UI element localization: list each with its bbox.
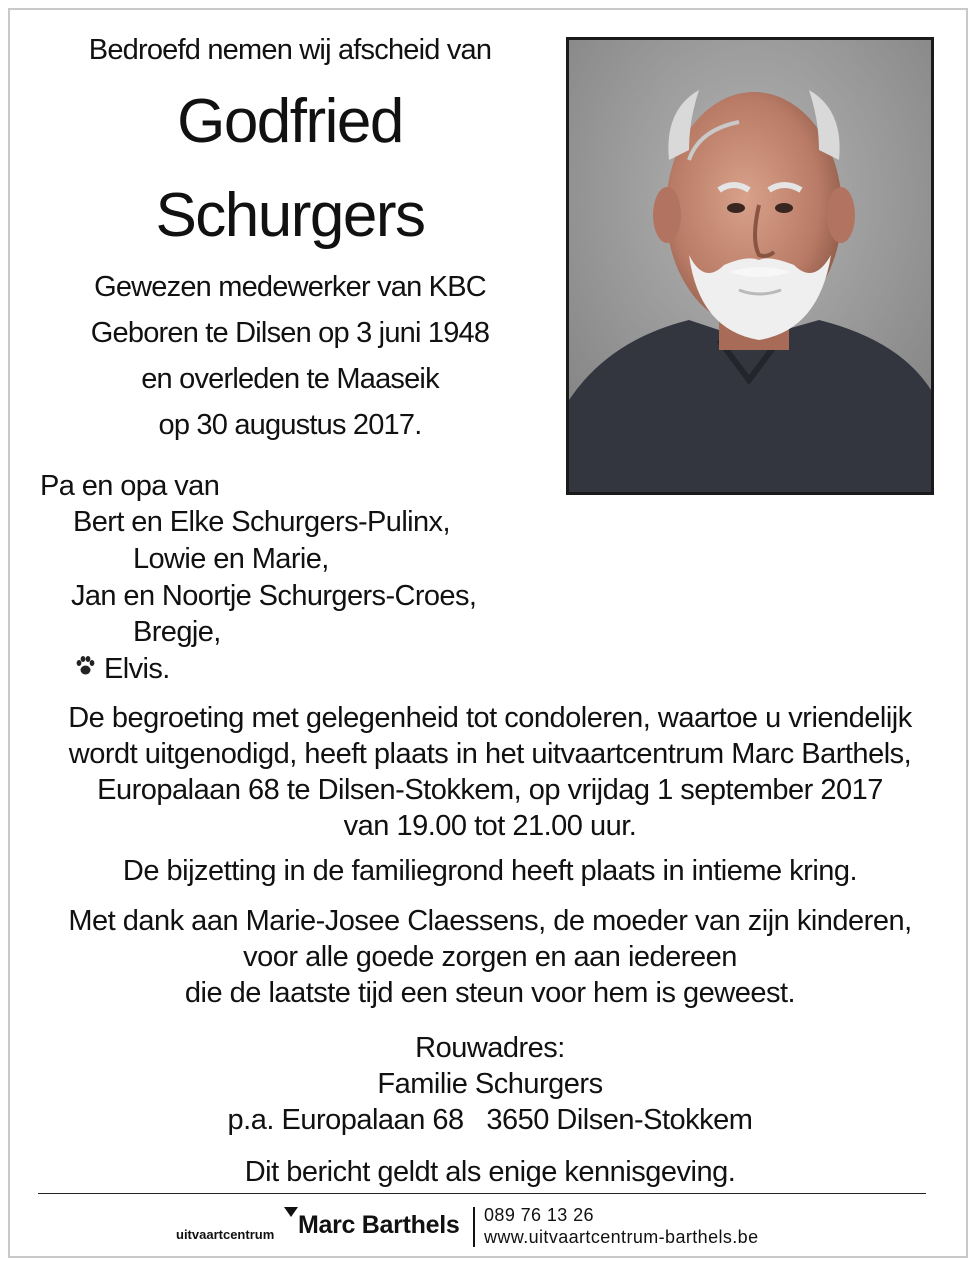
address-street: p.a. Europalaan 68 — [227, 1104, 464, 1136]
condolence-line: Europalaan 68 te Dilsen-Stokkem, op vrijdag 1 september 2017 — [97, 774, 883, 806]
deceased-last-name: Schurgers — [155, 181, 425, 250]
thanks-line: die de laatste tijd een steun voor hem is geweest. — [184, 977, 796, 1009]
logo-prefix: uitvaartcentrum — [176, 1227, 275, 1242]
address-line — [30, 1102, 950, 1138]
burial-line: De bijzetting in de familiegrond heeft plaats in intieme kring. — [122, 855, 858, 887]
portrait-photo — [566, 37, 934, 495]
bio-line: op 30 augustus 2017. — [158, 409, 422, 441]
paw-print-icon — [74, 655, 96, 677]
family-member: Elvis. — [104, 653, 170, 685]
thanks-line: voor alle goede zorgen en aan iedereen — [243, 941, 737, 973]
address-label: Rouwadres: — [415, 1032, 565, 1064]
condolence-line: van 19.00 tot 21.00 uur. — [343, 810, 637, 842]
family-heading: Pa en opa van — [40, 470, 220, 502]
notice-line: Dit bericht geldt als enige kennisgeving. — [244, 1156, 736, 1188]
notice-text — [30, 1154, 950, 1190]
logo-triangle-icon — [284, 1207, 298, 1217]
family-member: Bregje, — [133, 616, 221, 648]
logo-name: Marc Barthels — [298, 1211, 460, 1239]
bio-block — [40, 264, 540, 448]
bio-line: Geboren te Dilsen op 3 juni 1948 — [90, 317, 490, 349]
portrait-image — [569, 40, 931, 492]
address-city: 3650 Dilsen-Stokkem — [486, 1104, 753, 1136]
family-member: Jan en Noortje Schurgers-Croes, — [71, 580, 477, 612]
footer-phone: 089 76 13 26 — [484, 1205, 594, 1225]
footer-website[interactable]: www.uitvaartcentrum-barthels.be — [484, 1227, 759, 1247]
family-member: Lowie en Marie, — [133, 543, 329, 575]
address-name: Familie Schurgers — [377, 1068, 603, 1100]
deceased-first-name: Godfried — [177, 87, 403, 156]
bio-line: Gewezen medewerker van KBC — [94, 271, 486, 303]
intro-text: Bedroefd nemen wij afscheid van — [88, 34, 492, 66]
address-block — [30, 1030, 950, 1138]
footer-divider — [38, 1193, 926, 1194]
family-member: Bert en Elke Schurgers-Pulinx, — [73, 506, 450, 538]
burial-text — [30, 853, 950, 889]
logo-separator — [473, 1207, 475, 1247]
thanks-block — [30, 903, 950, 1011]
condolence-block — [30, 700, 950, 844]
bio-line: en overleden te Maaseik — [141, 363, 439, 395]
condolence-line: wordt uitgenodigd, heeft plaats in het uitvaartcentrum Marc Barthels, — [68, 738, 912, 770]
thanks-line: Met dank aan Marie-Josee Claessens, de moeder van zijn kinderen, — [68, 905, 912, 937]
condolence-line: De begroeting met gelegenheid tot condoleren, waartoe u vriendelijk — [68, 702, 912, 734]
